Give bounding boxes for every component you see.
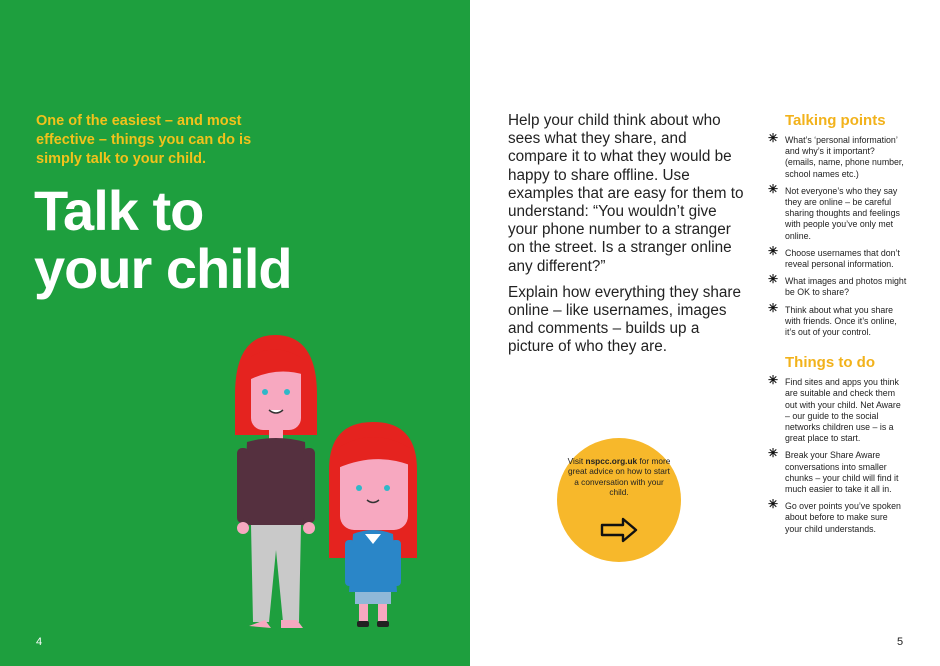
talking-points-heading: Talking points	[785, 112, 886, 129]
list-item: ✳ Choose usernames that don’t reveal personal information.	[768, 243, 900, 270]
intro-text: One of the easiest – and most effective – things you can do is simply talk to your child.	[36, 113, 252, 167]
title-line-1: Talk to	[34, 179, 204, 242]
callout-rest: for more great advice on how to start a conversation with your child.	[568, 456, 671, 497]
page-title	[34, 179, 292, 300]
arrow-right-icon	[599, 517, 639, 543]
things-to-do-list	[767, 373, 907, 535]
asterisk-bullet-icon: ✳	[768, 446, 779, 461]
asterisk-bullet-icon: ✳	[768, 272, 779, 287]
main-body-text	[508, 112, 748, 365]
right-page	[470, 0, 940, 666]
mother-figure	[235, 335, 317, 628]
things-to-do-heading: Things to do	[785, 354, 875, 372]
page-number-left: 4	[36, 636, 43, 648]
mother-and-child-illustration	[225, 330, 425, 635]
sidebar-tips	[767, 112, 907, 551]
title-line-2: your child	[34, 237, 292, 300]
asterisk-bullet-icon: ✳	[768, 181, 779, 196]
asterisk-bullet-icon: ✳	[768, 373, 779, 388]
nspcc-link[interactable]: nspcc.org.uk	[585, 456, 638, 466]
list-item: ✳ Find sites and apps you think are suitable and check them out with your child. Net Aware – our guide to the social networks children use – is a great place to start.	[768, 373, 901, 444]
child-figure	[329, 422, 417, 627]
callout-text	[567, 456, 671, 497]
body-paragraph-2: Explain how everything they share online – like usernames, images and comments – builds up a picture of who they are.	[508, 283, 741, 356]
asterisk-bullet-icon: ✳	[768, 243, 779, 258]
asterisk-bullet-icon: ✳	[768, 497, 779, 512]
list-item: ✳ Break your Share Aware conversations into smaller chunks – your child will find it much easier to take it all in.	[768, 446, 899, 495]
callout-lead: Visit	[567, 456, 584, 466]
body-paragraph-1: Help your child think about who sees what they share, and compare it to what they would be happy to share offline. Use examples that are easy for them to understand: “You wouldn’t give your phone number to a stranger on the street. Is a stranger online any different?”	[508, 112, 744, 275]
list-item: ✳ Go over points you’ve spoken about before to make sure your child understands.	[768, 497, 901, 534]
list-item: ✳ Not everyone’s who they say they are online – be careful sharing thoughts and feelings with people you’ve only met online.	[768, 181, 900, 241]
list-item: ✳ What’s ‘personal information’ and why’s it important? (emails, name, phone number, school names etc.)	[768, 131, 904, 179]
page-number-right: 5	[897, 636, 904, 648]
list-item: ✳ What images and photos might be OK to share?	[768, 272, 907, 298]
asterisk-bullet-icon: ✳	[768, 300, 779, 315]
list-item: ✳ Think about what you share with friends. Once it’s online, it’s out of your control.	[768, 300, 897, 338]
advice-callout-circle	[557, 438, 681, 562]
talking-points-list	[767, 131, 907, 338]
asterisk-bullet-icon: ✳	[768, 131, 779, 145]
